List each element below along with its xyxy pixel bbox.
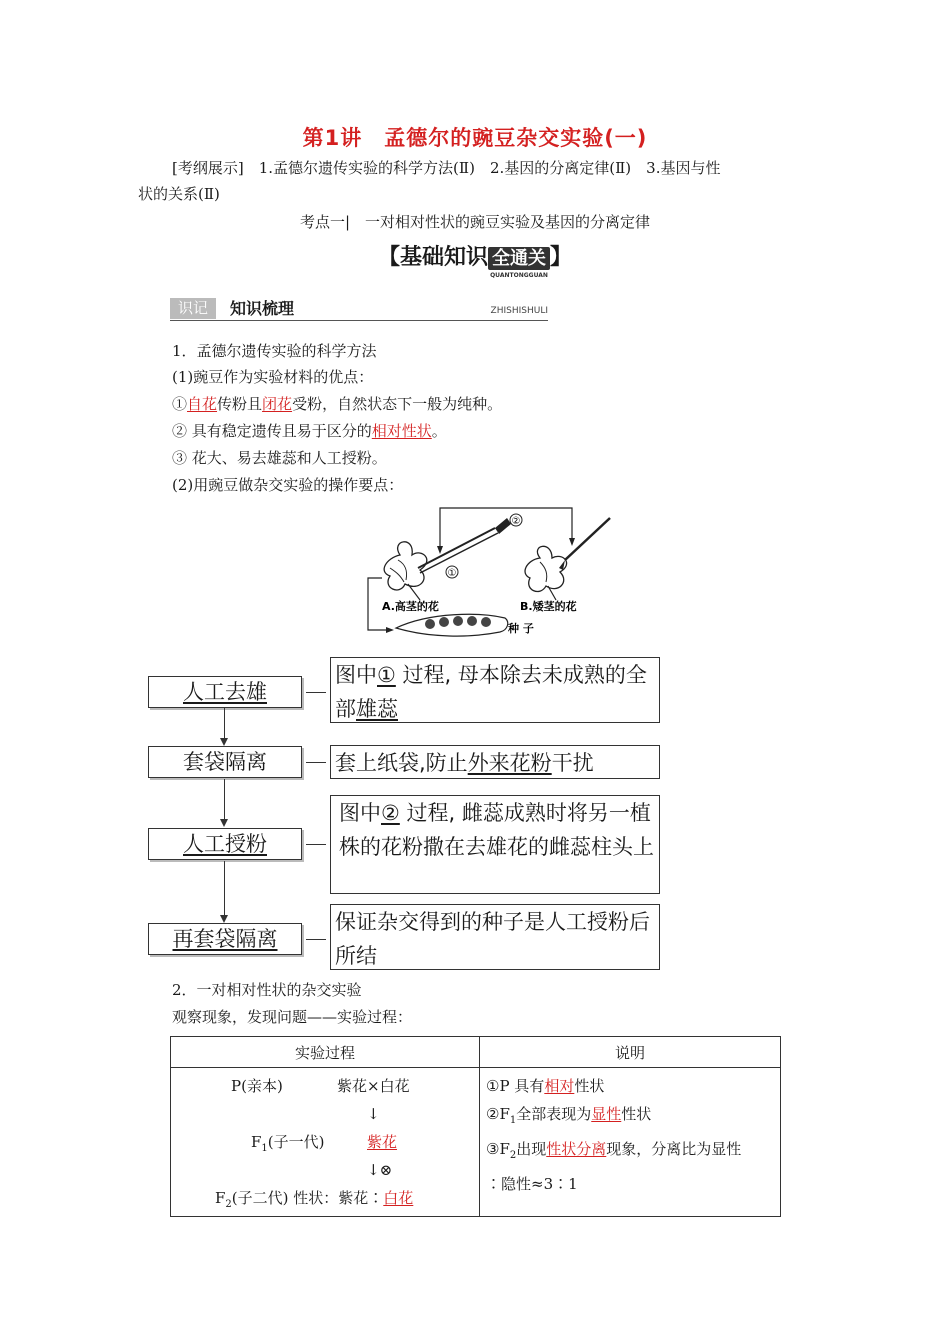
s1-item2: ② 具有稳定遗传且易于区分的相对性状。 [172,422,447,440]
syllabus-text-1: 1.孟德尔遗传实验的科学方法(Ⅱ) 2.基因的分离定律(Ⅱ) 3.基因与性 [258,159,721,177]
row-f2: $F_2$(子二代) 性状：紫花∶白花 [215,1189,414,1210]
flow-connector [306,692,326,693]
flow-connector [306,939,326,940]
note-1: ①P 具有相对性状 [486,1077,605,1095]
row-arrow1: ↓ [367,1105,380,1123]
flow-arrow [224,708,225,744]
knowledge-en: ZHISHISHULI [490,306,548,316]
s2-heading: 2．一对相对性状的杂交实验 [172,981,362,999]
key-relative-trait: 相对性状 [371,422,432,440]
row-arrow2: ↓⊗ [367,1161,393,1179]
knowledge-bar [170,298,548,321]
figure-num-1: ① [447,568,457,579]
flow-step-pollination: 人工授粉 [148,828,302,860]
banner-sub: 全通关 QUANTONGGUAN [488,247,550,270]
row-f1: $F_1$(子一代) 紫花 [171,1128,479,1156]
figure-num-2: ② [511,516,521,527]
s1-sub2: (2)用豌豆做杂交实验的操作要点： [172,476,404,494]
knowledge-title: 知识梳理 [230,299,295,318]
experiment-table [170,1036,781,1217]
banner-main: 基础知识 [399,245,488,270]
syllabus-label: [考纲展示] [172,159,244,177]
table-header-note: 说明 [480,1037,781,1068]
knowledge-tag: 识记 [170,298,216,319]
note-2: $②F_1$全部表现为显性性状 [486,1105,652,1126]
s1-item3: ③ 花大、易去雄蕊和人工授粉。 [172,449,387,467]
flow-step-bagging: 套袋隔离 [148,746,302,778]
syllabus-line-1 [172,155,720,181]
section-banner: 【基础知识 全通关 QUANTONGGUAN 】 [377,245,573,279]
figure-label-b: B.矮茎的花 [520,600,577,613]
figure-label-seed: 种 子 [508,622,534,635]
s2-intro: 观察现象，发现问题——实验过程： [172,1008,413,1026]
flow-connector [306,762,326,763]
s1-item1: ①自花传粉且闭花受粉，自然状态下一般为纯种。 [172,395,503,413]
flow-desc-rebagging: 保证杂交得到的种子是人工授粉后所结 [330,904,660,970]
s1-sub1: (1)豌豆作为实验材料的优点： [172,368,374,386]
flow-desc-pollination: 图中② 过程, 雌蕊成熟时将另一植株的花粉撒在去雄花的雌蕊柱头上 [330,795,660,894]
flow-connector [306,844,326,845]
table-cell-notes [480,1068,781,1217]
flow-desc-bagging: 套上纸袋,防止外来花粉干扰 [330,745,660,779]
f1-value: 紫花 [367,1133,398,1151]
table-cell-process [171,1068,480,1217]
key-closed-flower: 闭花 [262,395,293,413]
syllabus-line-2: 状的关系(Ⅱ) [138,185,220,203]
key-self-pollination: 自花 [187,395,218,413]
table-header-process: 实验过程 [171,1037,480,1068]
note-3: $③F_2$出现性状分离现象，分离比为显性 [486,1140,742,1161]
banner-sub-en: QUANTONGGUAN [488,272,550,279]
f2-value: 白花 [383,1189,414,1207]
flow-desc-emasculation: 图中① 过程, 母本除去未成熟的全部雄蕊 [330,657,660,723]
flow-step-rebagging: 再套袋隔离 [148,923,302,955]
flow-step-emasculation: 人工去雄 [148,676,302,708]
note-3-line2: ∶隐性≈3∶1 [486,1175,578,1193]
flow-arrow [224,779,225,825]
topic-heading: 考点一| 一对相对性状的豌豆实验及基因的分离定律 [300,213,651,231]
flow-arrow [224,861,225,921]
page-title: 第1讲 孟德尔的豌豆杂交实验(一) [302,126,648,150]
row-p: P(亲本) 紫花×白花 [231,1077,410,1095]
pea-crossing-figure [360,500,620,640]
s1-heading: 1．孟德尔遗传实验的科学方法 [172,342,377,360]
figure-label-a: A.高茎的花 [382,600,439,613]
